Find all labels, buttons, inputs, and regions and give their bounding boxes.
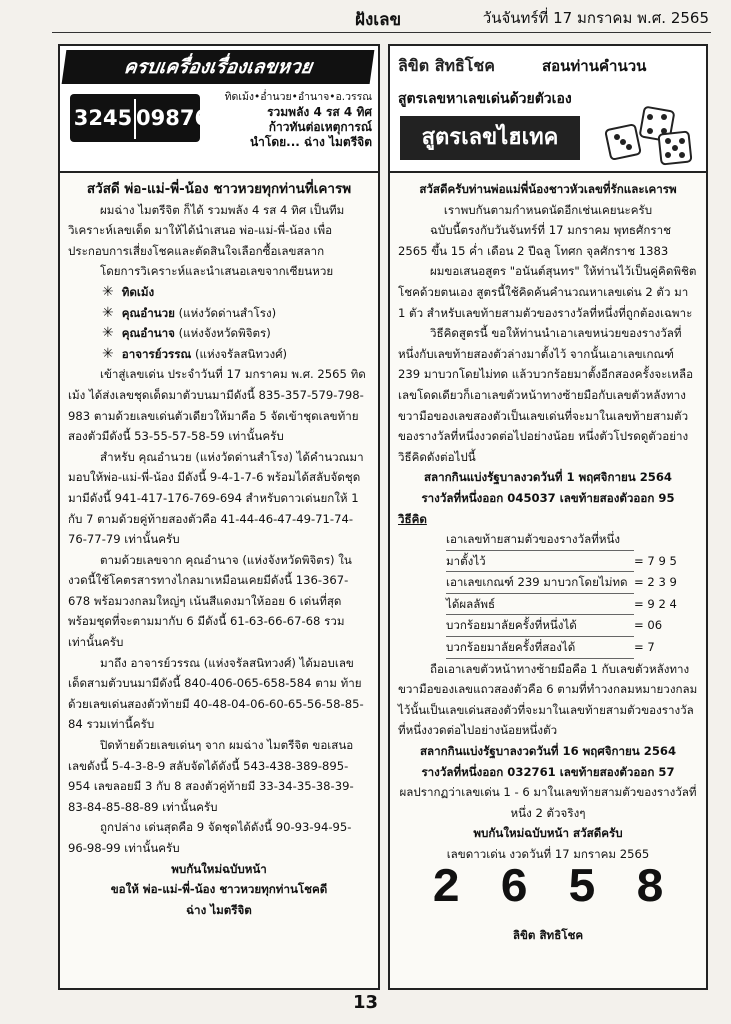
right-paragraph: วิธีคิดสูตรนี้ ขอให้ท่านนำเอาเลขหน่วยของรางวัลที่หนึ่งกับเลขท้ายสองตัวล่างมาตั้งไว้ จากนั้นเอาเลขเกณฑ์ 239 มาบวกโดยไม่ทด แล้วบวกร้อยมาตั้งอีกสองครั้งจะเหลือเลขโดดเดียวก็เอาเลขตัวหน้าทางซ้ายมือกับเลขตัวหลังทางขวามือของเลขสองตัวเป็นเลขเด่นที่จะมาในเลขท้ายสามตัวของรางวัลที่หนึ่งงวดต่อไปอย่างน้อย หนึ่งตัวโปรดดูตัวอย่างวิธีคิดดังต่อไปนี้ [398,326,694,464]
banner-sub-line: ก้าวทันต่อเหตุการณ์ [268,120,372,134]
lucky-digit: 2 [431,861,461,916]
right-paragraph: ฉบับนี้ตรงกับวันจันทร์ที่ 17 มกราคม พุทธศักราช 2565 ขึ้น 15 ค่ำ เดือน 2 ปีฉลู โทศก จุลศักราช 1383 [398,223,671,258]
draw-result: รางวัลที่หนึ่งออก 045037 เลขท้ายสองตัวออก 95 [421,490,675,505]
lucky-numbers [398,861,698,916]
left-banner-numbers [70,94,210,142]
asterisk-icon: ✳ [102,345,114,362]
calc-row: เอาเลขท้ายสามตัวของรางวัลที่หนึ่ง [398,529,698,551]
left-paragraph: สำหรับ คุณอำนวย (แห่งวัดด่านสำโรง) ได้คำนวณมามอบให้พ่อ-แม่-พี่-น้อง มีดังนี้ 9-4-1-7-6 พร้อมได้สลับจัดชุดมามีดังนี้ 941-417-176-769-694 สำหรับดาวเด่นยกให้ 1 กับ 7 ตามด้วยคู่ท้ายสองตัวคือ 41-44-46-47-49-71-74-76-77-79 เท่านั้นครับ [68,449,364,547]
dice-icon [602,101,698,167]
page-number: 13 [352,992,379,1013]
asterisk-icon: ✳ [102,325,114,342]
left-author: ฉ่าง ไมตรีจิต [186,902,252,917]
page-header [0,0,731,34]
left-banner [60,46,378,173]
right-banner-author: ลิขิต สิทธิโชค [398,56,495,75]
left-signoff: ขอให้ พ่อ-แม่-พี่-น้อง ชาวหวยทุกท่านโชคดี [110,882,328,897]
right-article-body [390,173,706,988]
right-heading: สวัสดีครับท่านพ่อแม่พี่น้องชาวหัวเลขที่รักและเคารพ [419,182,677,196]
banner-number-2: 09876 [136,106,210,130]
right-subheading: เราพบกันตามกำหนดนัดอีกเช่นเคยนะครับ [443,202,653,217]
header-rule [52,32,711,33]
lucky-digit: 8 [635,861,665,916]
left-paragraph: ถูกปล่าง เด่นสุดคือ 9 จัดชุดได้ดังนี้ 90-93-94-95-96-98-99 เท่านั้นครับ [68,820,352,855]
sage-item: ✳ ทิดเม้ง [102,283,155,300]
draw-result: สลากกินแบ่งรัฐบาลงวดวันที่ 1 พฤศจิกายน 2564 [423,470,673,485]
left-paragraph: ผมฉ่าง ไมตรีจิต ก็ได้ รวมพลัง 4 รส 4 ทิศ เป็นทีมวิเคราะห์เลขเด็ด มาให้ได้นำเสนอ พ่อ-แม่-พี่-น้อง เพื่อประกอบการเสี่ยงโชคและตัดสินใจเลือกซื้อเลขสลาก [68,202,345,258]
left-paragraph: เข้าสู่เลขเด่น ประจำวันที่ 17 มกราคม พ.ศ. 2565 ทิดเม้ง ได้ส่งเลขชุดเด็ดมาตัวบนมามีดังนี้ 835-357-579-798-983 ตามด้วยเลขเด่นตัวเดียวให้มาคือ 5 จัดเข้าชุดเลขท้ายสองตัวมีดังนี้ 53-55-57-58-59 เท่านั้นครับ [68,367,366,444]
banner-sub-line: ทิดเม้ง•อ่ำนวย•อำนาจ•อ.วรรณ [224,91,372,103]
sage-item: ✳ อาจารย์วรรณ (แห่งจรัลสนิทวงศ์) [102,345,288,362]
right-paragraph: ผลปรากฏว่าเลขเด่น 1 - 6 มาในเลขท้ายสามตัวของรางวัลที่หนึ่ง 2 ตัวจริงๆ [399,785,697,820]
draw-result: รางวัลที่หนึ่งออก 032761 เลขท้ายสองตัวออก 57 [421,764,675,779]
draw-result: สลากกินแบ่งรัฐบาลงวดวันที่ 16 พฤศจิกายน 2564 [419,744,677,759]
lucky-digit: 6 [499,861,529,916]
issue-date: วันจันทร์ที่ 17 มกราคม พ.ศ. 2565 [482,9,709,27]
left-banner-subtitle [206,90,372,150]
lucky-digit: 5 [567,861,597,916]
calc-row: ได้ผลลัพธ์ = 9 2 4 [398,594,698,616]
calc-row: บวกร้อยมาลัยครั้งที่หนึ่งได้ = 06 [398,615,698,637]
left-paragraph: ปิดท้ายด้วยเลขเด่นๆ จาก ผมฉ่าง ไมตรีจิต ขอเสนอเลขดังนี้ 5-4-3-8-9 สลับจัดได้ดังนี้ 543-438-389-895-954 เลขลอยมี 3 กับ 8 สองตัวคู่ท้ายมี 33-34-35-38-39-83-84-85-88-89 เท่านั้นครับ [68,738,354,814]
left-article [58,44,380,990]
banner-number-1: 3245 [73,106,133,130]
banner-sub-line: นำโดย... ฉ่าง ไมตรีจิต [249,135,372,149]
left-paragraph: มาถึง อาจารย์วรรณ (แห่งจรัลสนิทวงศ์) ได้มอบเลขเด็ดสามตัวบนมามีดังนี้ 840-406-065-658-584 ตาม ท้ายด้วยเลขเด่นสองตัวท้ายมี 40-48-04-06-60-65-56-58-85-84 รวมเท่านี้ครับ [68,655,364,732]
asterisk-icon: ✳ [102,283,114,300]
left-heading: สวัสดี พ่อ-แม่-พี่-น้อง ชาวหวยทุกท่านที่เคารพ [86,181,352,197]
asterisk-icon: ✳ [102,304,114,321]
left-article-body [60,173,378,988]
sage-item: ✳ คุณอำนาจ (แห่งจังหวัดพิจิตร) [102,325,271,342]
left-paragraph: ตามด้วยเลขจาก คุณอำนาจ (แห่งจังหวัดพิจิตร) ในงวดนี้ใช้โคตรสารทางไกลมาเหมือนเคยมีดังนี้ 136-367-678 พร้อมวงกลมใหญ่ๆ เน้นสีแดงมาให้ออย 6 เด่นที่สุด พร้อมชุดที่จะตามมากับ 6 มีดังนี้ 61-63-66-67-68 รวมเท่านั้นครับ [68,552,352,650]
right-signoff: พบกันใหม่ฉบับหน้า สวัสดีครับ [473,826,623,841]
left-paragraph: โดยการวิเคราะห์และนำเสนอเลขจากเซียนหวย [100,264,334,279]
right-article [388,44,708,990]
calc-row: เอาเลขเกณฑ์ 239 มาบวกโดยไม่ทด = 2 3 9 [398,572,698,594]
banner-sub-line: รวมพลัง 4 รส 4 ทิศ [267,105,372,119]
right-banner-tagline: สอนท่านคำนวน [542,57,647,75]
left-banner-title: ครบเครื่องเรื่องเลขหวย [62,50,375,84]
sage-item: ✳ คุณอำนวย (แห่งวัดด่านสำโรง) [102,304,277,321]
left-signoff: พบกันใหม่ฉบับหน้า [171,861,267,876]
calc-row: บวกร้อยมาลัยครั้งที่สองได้ = 7 [398,637,698,659]
right-paragraph: ผมขอเสนอสูตร "อนันต์สุนทร" ให้ท่านไว้เป็นคู่คิดพิชิตโชคด้วยตนเอง สูตรนี้ใช้คิดค้นคำนวณหาเลขเด่น 2 ตัว มา 1 ตัว สำหรับเลขท้ายสามตัวของรางวัลที่หนึ่งที่ถูกต้องเฉพาะ [398,264,697,320]
right-banner-title: สูตรเลขไฮเทค [400,116,580,160]
calc-row: มาตั้งไว้ = 7 9 5 [398,551,698,573]
right-banner-subtitle: สูตรเลขหาเลขเด่นด้วยตัวเอง [398,91,572,107]
right-paragraph: ถือเอาเลขตัวหน้าทางซ้ายมือคือ 1 กับเลขตัวหลังทางขวามือของเลขแถวสองตัวคือ 6 ตามที่ทำวงกลมหมายวงกลมไว้นั้นเป็นเลขเด่นสองตัวที่จะมาในเลขท้ายสามตัวของรางวัลที่หนึ่งงวดต่อไปอย่างน้อยหนึ่งตัว [398,661,698,738]
right-banner [390,46,706,173]
lucky-numbers-label: เลขดาวเด่น งวดวันที่ 17 มกราคม 2565 [446,847,650,861]
right-author: ลิขิต สิทธิโชค [512,928,584,943]
example-label: วิธีคิด [398,511,427,526]
publication-name: ฝังเลข [355,10,402,30]
